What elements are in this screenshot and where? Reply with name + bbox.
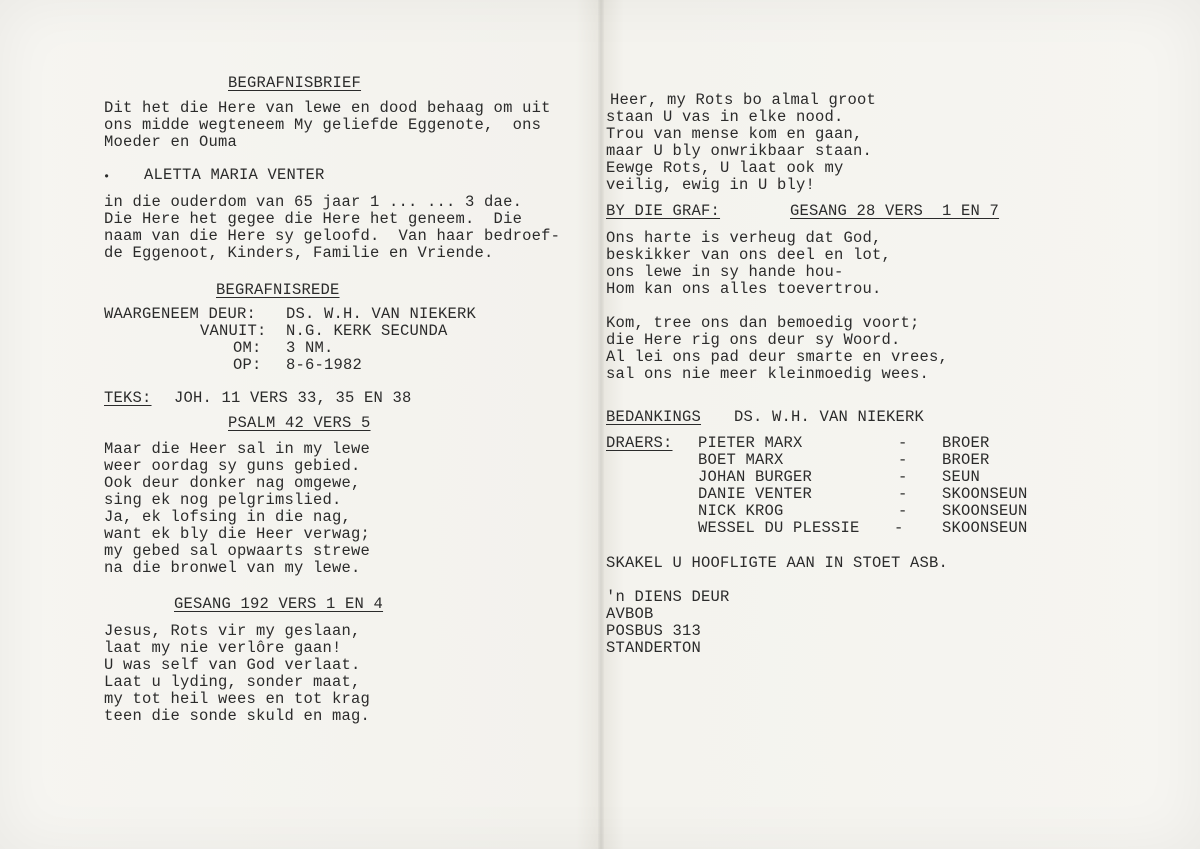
undertaker-line-1: 'n DIENS DEUR — [606, 588, 730, 606]
cont-line-4: maar U bly onwrikbaar staan. — [606, 142, 873, 160]
psalm-line-5: Ja, ek lofsing in die nag, — [104, 508, 352, 526]
psalm-line-8: na die bronwel van my lewe. — [104, 559, 361, 577]
gesang-line-5: my tot heil wees en tot krag — [104, 690, 371, 708]
cont-line-1: Heer, my Rots bo almal groot — [610, 91, 877, 109]
intro-line-2: ons midde wegteneem My geliefde Eggenote, ons — [104, 116, 542, 134]
graf-gesang: GESANG 28 VERS 1 EN 7 — [790, 202, 1000, 220]
psalm-line-6: want ek bly die Heer verwag; — [104, 525, 371, 543]
graf-line-5: Kom, tree ons dan bemoedig voort; — [606, 314, 920, 332]
gesang-line-3: U was self van God verlaat. — [104, 656, 361, 674]
undertaker-line-3: POSBUS 313 — [606, 622, 702, 640]
psalm-line-4: sing ek nog pelgrimslied. — [104, 491, 342, 509]
service-label-2: VANUIT: — [200, 322, 267, 340]
undertaker-line-2: AVBOB — [606, 605, 654, 623]
teks-label: TEKS: — [104, 389, 152, 407]
intro-line-3: Moeder en Ouma — [104, 133, 238, 151]
service-label-3: OM: — [233, 339, 262, 357]
left-page — [0, 0, 598, 849]
heading-begrafnisrede: BEGRAFNISREDE — [216, 281, 340, 299]
gesang-line-6: teen die sonde skuld en mag. — [104, 707, 371, 725]
draer-name-3: JOHAN BURGER — [698, 468, 813, 486]
service-value-2: N.G. KERK SECUNDA — [286, 322, 448, 340]
bedankings-label: BEDANKINGS — [606, 408, 702, 426]
gesang-line-2: laat my nie verlôre gaan! — [104, 639, 342, 657]
stoet-notice: SKAKEL U HOOFLIGTE AAN IN STOET ASB. — [606, 554, 949, 572]
graf-label: BY DIE GRAF: — [606, 202, 721, 220]
gesang-line-4: Laat u lyding, sonder maat, — [104, 673, 361, 691]
intro-line-1: Dit het die Here van lewe en dood behaag om uit — [104, 99, 551, 117]
draer-relation-2: BROER — [942, 451, 990, 469]
psalm-line-7: my gebed sal opwaarts strewe — [104, 542, 371, 560]
draer-dash-6: - — [894, 519, 904, 537]
graf-line-3: ons lewe in sy hande hou- — [606, 263, 844, 281]
draer-dash-5: - — [898, 502, 908, 520]
psalm-line-1: Maar die Heer sal in my lewe — [104, 440, 371, 458]
draer-dash-1: - — [898, 434, 908, 452]
age-line-3: naam van die Here sy geloofd. Van haar bedroef- — [104, 227, 561, 245]
draer-name-4: DANIE VENTER — [698, 485, 813, 503]
draer-dash-2: - — [898, 451, 908, 469]
graf-line-1: Ons harte is verheug dat God, — [606, 229, 882, 247]
graf-line-4: Hom kan ons alles toevertrou. — [606, 280, 882, 298]
teks-value: JOH. 11 VERS 33, 35 EN 38 — [174, 389, 412, 407]
graf-line-2: beskikker van ons deel en lot, — [606, 246, 892, 264]
draer-name-1: PIETER MARX — [698, 434, 803, 452]
graf-line-7: Al lei ons pad deur smarte en vrees, — [606, 348, 949, 366]
cont-line-2: staan U vas in elke nood. — [606, 108, 844, 126]
cont-line-5: Eewge Rots, U laat ook my — [606, 159, 844, 177]
draer-name-6: WESSEL DU PLESSIE — [698, 519, 860, 537]
graf-line-8: sal ons nie meer kleinmoedig wees. — [606, 365, 930, 383]
right-page — [604, 0, 1200, 849]
draer-relation-5: SKOONSEUN — [942, 502, 1028, 520]
draer-name-2: BOET MARX — [698, 451, 784, 469]
psalm-line-2: weer oordag sy guns gebied. — [104, 457, 361, 475]
psalm-heading: PSALM 42 VERS 5 — [228, 414, 371, 432]
bedankings-value: DS. W.H. VAN NIEKERK — [734, 408, 925, 426]
gesang-line-1: Jesus, Rots vir my geslaan, — [104, 622, 361, 640]
cont-line-3: Trou van mense kom en gaan, — [606, 125, 863, 143]
draer-dash-4: - — [898, 485, 908, 503]
service-label-1: WAARGENEEM DEUR: — [104, 305, 257, 323]
deceased-name: ALETTA MARIA VENTER — [144, 166, 325, 184]
draer-relation-4: SKOONSEUN — [942, 485, 1028, 503]
cont-line-6: veilig, ewig in U bly! — [606, 176, 816, 194]
undertaker-line-4: STANDERTON — [606, 639, 702, 657]
age-line-2: Die Here het gegee die Here het geneem. Die — [104, 210, 523, 228]
gesang-heading: GESANG 192 VERS 1 EN 4 — [174, 595, 384, 613]
graf-line-6: die Here rig ons deur sy Woord. — [606, 331, 901, 349]
service-label-4: OP: — [233, 356, 262, 374]
service-value-4: 8-6-1982 — [286, 356, 363, 374]
draer-relation-3: SEUN — [942, 468, 981, 486]
draers-label: DRAERS: — [606, 434, 673, 452]
heading-begrafnisbrief: BEGRAFNISBRIEF — [228, 74, 362, 92]
draer-relation-1: BROER — [942, 434, 990, 452]
bullet-dot: • — [103, 170, 111, 184]
age-line-1: in die ouderdom van 65 jaar 1 ... ... 3 dae. — [104, 193, 523, 211]
age-line-4: de Eggenoot, Kinders, Familie en Vriende. — [104, 244, 494, 262]
draer-name-5: NICK KROG — [698, 502, 784, 520]
service-value-1: DS. W.H. VAN NIEKERK — [286, 305, 477, 323]
psalm-line-3: Ook deur donker nag omgewe, — [104, 474, 361, 492]
draer-dash-3: - — [898, 468, 908, 486]
draer-relation-6: SKOONSEUN — [942, 519, 1028, 537]
service-value-3: 3 NM. — [286, 339, 334, 357]
